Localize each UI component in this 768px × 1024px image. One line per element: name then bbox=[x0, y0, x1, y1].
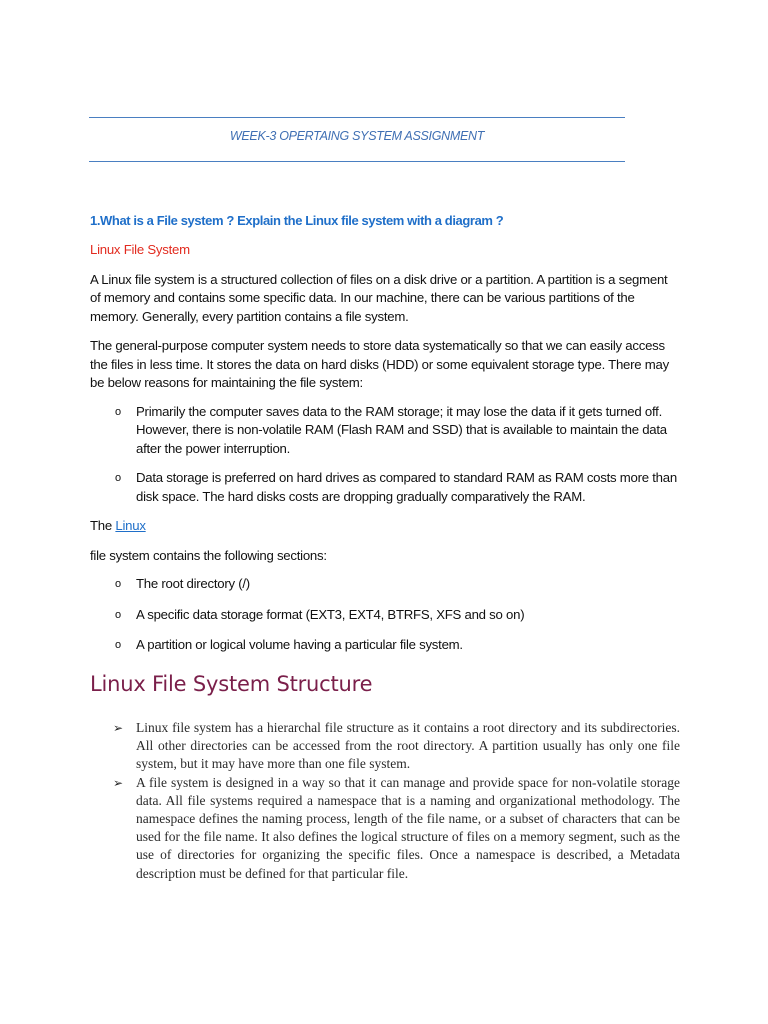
the-prefix: The bbox=[90, 518, 116, 533]
linux-link-line bbox=[90, 517, 680, 536]
document-header-title: WEEK-3 OPERTAING SYSTEM ASSIGNMENT bbox=[229, 129, 485, 143]
sections-intro: file system contains the following sections: bbox=[90, 547, 327, 563]
bullet-marker: o bbox=[115, 472, 121, 484]
list-item-text: Data storage is preferred on hard drives as compared to standard RAM as RAM costs more than disk space. The hard disks costs are dropping gradually comparatively the RAM. bbox=[136, 470, 677, 504]
header-bottom-rule bbox=[89, 161, 625, 162]
bullet-marker: o bbox=[115, 608, 121, 621]
bullet-marker: o bbox=[115, 639, 121, 651]
list-item-text: A file system is designed in a way so that it can manage and provide space for non-volatile storage data. All file systems required a namespace that is a naming and organizational methodology. The namespace defines the naming process, length of the file name, or a subset of characters that can be used for the file name. It also defines the logical structure of files on a memory segment, such as the use of directories for organizing the specific files. Once a namespace is described, a Metadata description must be defined for that particular file. bbox=[136, 774, 680, 881]
bullet-marker: o bbox=[115, 405, 121, 418]
paragraph-intro: A Linux file system is a structured collection of files on a disk drive or a partition. A partition is a segment of memory and contains some specific data. In our machine, there can be various partitions of the memory. Generally, every partition contains a file system. bbox=[90, 271, 668, 324]
arrow-bullet-icon: ➢ bbox=[113, 721, 124, 735]
reasons-list bbox=[90, 403, 680, 507]
arrow-bullet-icon: ➢ bbox=[113, 775, 124, 790]
list-item bbox=[90, 469, 680, 506]
list-item bbox=[90, 719, 680, 774]
section-subheading: Linux File System bbox=[90, 242, 190, 257]
paragraph-purpose: The general-purpose computer system needs to store data systematically so that we can easily access the files in less time. It stores the data on hard disks (HDD) or some equivalent storage type. There may be below reasons for maintaining the file system: bbox=[90, 338, 669, 390]
structure-points-list bbox=[90, 719, 680, 883]
question-heading: 1.What is a File system ? Explain the Linux file system with a diagram ? bbox=[90, 213, 504, 228]
document-body bbox=[90, 212, 680, 667]
list-item-text: Primarily the computer saves data to the RAM storage; it may lose the data if it gets turned off. However, there is non-volatile RAM (Flash RAM and SSD) that is available to maintain the data after the power interruption. bbox=[136, 403, 667, 456]
list-item bbox=[90, 575, 680, 594]
bullet-marker: o bbox=[115, 578, 121, 590]
list-item bbox=[90, 606, 680, 625]
linux-link[interactable]: Linux bbox=[115, 518, 146, 533]
header-top-rule bbox=[89, 117, 625, 118]
list-item-text: A specific data storage format (EXT3, EXT4, BTRFS, XFS and so on) bbox=[136, 606, 525, 622]
list-item-text: A partition or logical volume having a particular file system. bbox=[136, 637, 463, 652]
list-item-text: Linux file system has a hierarchal file structure as it contains a root directory and its subdirectories. All other directories can be accessed from the root directory. A partition usually has only one file system, but it may have more than one file system. bbox=[136, 720, 680, 772]
list-item bbox=[90, 774, 680, 883]
structure-heading: Linux File System Structure bbox=[90, 672, 373, 696]
list-item bbox=[90, 403, 680, 459]
list-item-text: The root directory (/) bbox=[136, 576, 250, 591]
sections-list bbox=[90, 575, 680, 655]
list-item bbox=[90, 636, 680, 655]
